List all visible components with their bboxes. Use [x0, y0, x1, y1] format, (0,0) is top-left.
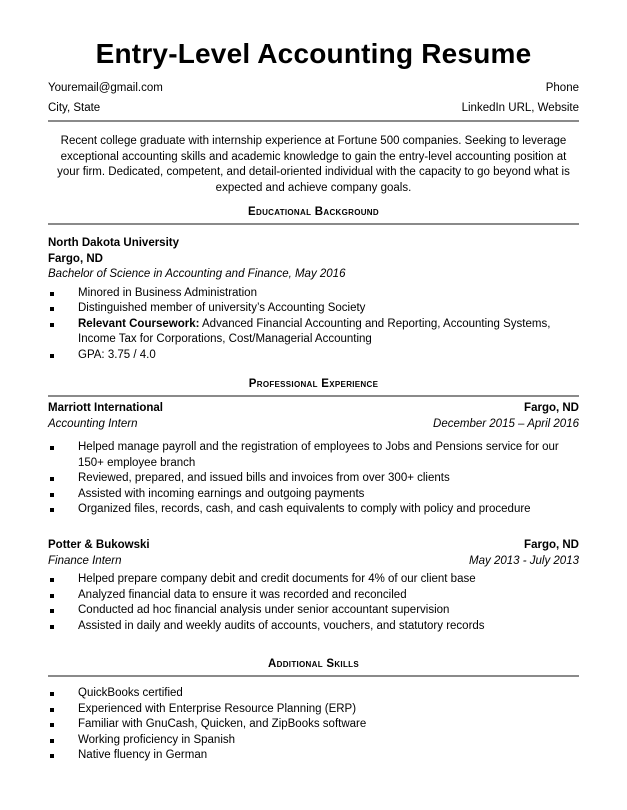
list-item: Familiar with GnuCash, Quicken, and ZipBooks software — [48, 717, 579, 733]
divider-header — [48, 120, 579, 122]
education-block — [48, 236, 579, 363]
coursework-text: Advanced Financial Accounting and Reporting, Accounting Systems, Income Tax for Corporations, Cost/Managerial Accounting — [78, 317, 551, 345]
school-location: Fargo, ND — [48, 252, 103, 265]
degree: Bachelor of Science in Accounting and Finance, May 2016 — [48, 268, 346, 280]
coursework-label: Relevant Coursework: — [78, 317, 200, 330]
job-header — [48, 538, 579, 554]
job-title: Finance Intern — [48, 554, 122, 567]
list-item: Assisted with incoming earnings and outgoing payments — [48, 487, 579, 503]
list-item: Analyzed financial data to ensure it was recorded and reconciled — [48, 588, 579, 604]
list-item: Experienced with Enterprise Resource Planning (ERP) — [48, 702, 579, 718]
job-location: Fargo, ND — [524, 539, 579, 551]
resume-title: Entry-Level Accounting Resume — [95, 38, 532, 69]
contact-row-2 — [48, 102, 579, 114]
list-item: Organized files, records, cash, and cash equivalents to comply with policy and procedure — [48, 502, 579, 518]
company-name: Marriott International — [48, 402, 164, 414]
contact-row-1 — [48, 82, 579, 94]
divider-education — [48, 223, 579, 225]
list-item: Reviewed, prepared, and issued bills and invoices from over 300+ clients — [48, 471, 579, 487]
company-name: Potter & Bukowski — [48, 539, 150, 551]
summary-paragraph: Recent college graduate with internship experience at Fortune 500 companies. Seeking to leverage exceptional accounting skills and academic knowledge to gain the entry-level accounting position at your firm. Dedicated, competent, and detail-oriented individual with the capacity to go beyond what is expected and achieve company goals. — [57, 135, 570, 194]
job-dates: May 2013 - July 2013 — [469, 554, 579, 567]
list-item: Native fluency in German — [48, 748, 579, 764]
job-dates: December 2015 – April 2016 — [433, 417, 579, 430]
divider-skills — [48, 675, 579, 677]
links: LinkedIn URL, Website — [461, 102, 579, 114]
list-item: Helped prepare company debit and credit documents for 4% of our client base — [48, 572, 579, 588]
job-location: Fargo, ND — [524, 402, 579, 414]
list-item: Working proficiency in Spanish — [48, 733, 579, 749]
list-item: Assisted in daily and weekly audits of accounts, vouchers, and statutory records — [48, 619, 579, 635]
school-name: North Dakota University — [48, 237, 180, 249]
phone: Phone — [545, 82, 579, 94]
list-item: QuickBooks certified — [48, 686, 579, 702]
job-bullets — [48, 572, 579, 634]
list-item: Minored in Business Administration — [48, 286, 579, 302]
job-title: Accounting Intern — [48, 417, 138, 430]
list-item: Distinguished member of university’s Accounting Society — [48, 301, 579, 317]
job-subheader — [48, 554, 579, 570]
section-heading-skills: Additional Skills — [268, 658, 359, 670]
list-item — [48, 317, 579, 348]
location: City, State — [48, 102, 101, 114]
divider-experience — [48, 395, 579, 397]
section-heading-education: Educational Background — [248, 206, 379, 218]
list-item: Conducted ad hoc financial analysis under senior accountant supervision — [48, 603, 579, 619]
section-heading-experience: Professional Experience — [248, 378, 379, 390]
job-block-1 — [48, 401, 579, 518]
education-bullets — [48, 286, 579, 364]
skills-bullets — [48, 686, 579, 764]
list-item: GPA: 3.75 / 4.0 — [48, 348, 579, 364]
email: Youremail@gmail.com — [48, 82, 163, 94]
list-item: Helped manage payroll and the registration of employees to Jobs and Pensions service for our 150+ employee branch — [48, 440, 579, 471]
job-block-2 — [48, 538, 579, 634]
skills-block — [48, 683, 579, 764]
job-header — [48, 401, 579, 417]
job-bullets — [48, 440, 579, 518]
job-subheader — [48, 417, 579, 433]
